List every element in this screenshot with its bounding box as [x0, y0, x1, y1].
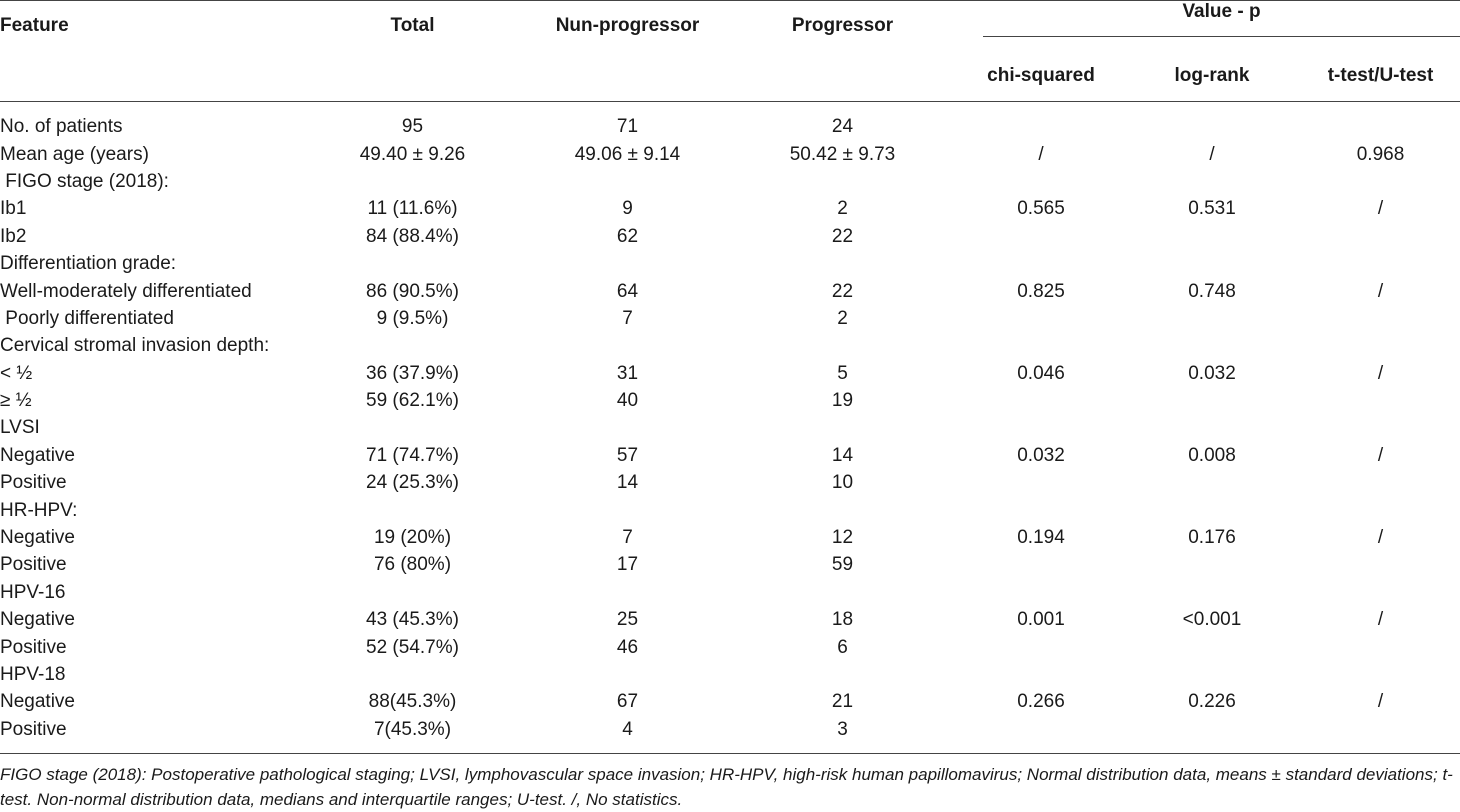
cell-non-progressor [515, 496, 740, 523]
cell-progressor: 22 [831, 280, 854, 302]
cell-chi-squared [945, 414, 1123, 441]
cell-non-progressor: 4 [515, 716, 740, 754]
header-log-rank: log-rank [1123, 51, 1301, 102]
cell-non-progressor: 57 [616, 444, 639, 466]
cell-feature: Positive [0, 472, 67, 494]
cell-ttest [1301, 633, 1460, 660]
cell-progressor: 22 [831, 225, 854, 247]
cell-feature: Positive [0, 716, 310, 754]
table-row [0, 360, 1460, 387]
cell-non-progressor: 71 [616, 116, 639, 138]
cell-chi-squared [945, 250, 1123, 277]
cell-chi-squared: 0.032 [1017, 444, 1065, 466]
table-row [0, 332, 1460, 359]
cell-total [310, 661, 515, 688]
cell-feature: Positive [0, 554, 67, 576]
header-value-p-label: Value - p [1182, 1, 1261, 22]
cell-feature: Well-moderately differentiated [0, 280, 252, 302]
cell-chi-squared [945, 716, 1123, 754]
cell-non-progressor [515, 579, 740, 606]
cell-total: 95 [401, 116, 424, 138]
cell-progressor: 59 [831, 554, 854, 576]
cell-log-rank [1123, 223, 1301, 250]
cell-chi-squared [945, 102, 1123, 141]
cell-total [310, 579, 515, 606]
cell-feature: Positive [0, 636, 67, 658]
cell-feature: Ib1 [0, 198, 27, 220]
header-ttest: t-test/U-test [1301, 51, 1460, 102]
cell-ttest: / [1377, 609, 1384, 631]
cell-progressor [740, 168, 945, 195]
cell-ttest: / [1377, 691, 1384, 713]
cell-non-progressor: 17 [616, 554, 639, 576]
cell-ttest [1301, 305, 1460, 332]
cell-progressor [740, 332, 945, 359]
cell-feature: HPV-16 [0, 581, 66, 603]
table-row [0, 579, 1460, 606]
table-row [0, 496, 1460, 523]
cell-feature: Poorly differentiated [0, 307, 174, 329]
cell-chi-squared [945, 551, 1123, 578]
header-feature: Feature [0, 1, 310, 102]
cell-non-progressor: 62 [616, 225, 639, 247]
cell-progressor [740, 661, 945, 688]
header-row-1 [0, 1, 1460, 51]
cell-total: 52 (54.7%) [366, 636, 459, 658]
table-row [0, 606, 1460, 633]
cell-chi-squared: 0.194 [1017, 527, 1065, 549]
cell-ttest [1301, 168, 1460, 195]
cell-non-progressor: 7 [622, 527, 633, 549]
cell-chi-squared: 0.266 [1017, 691, 1065, 713]
cell-non-progressor: 7 [622, 307, 633, 329]
cell-non-progressor: 64 [616, 280, 639, 302]
table-row [0, 469, 1460, 496]
cell-non-progressor: 9 [622, 198, 633, 220]
table-row [0, 102, 1460, 141]
cell-log-rank [1123, 633, 1301, 660]
cell-ttest: / [1377, 527, 1384, 549]
cell-chi-squared [945, 633, 1123, 660]
table-row [0, 442, 1460, 469]
cell-total [310, 414, 515, 441]
table-row [0, 551, 1460, 578]
cell-chi-squared: 0.046 [1017, 362, 1065, 384]
cell-non-progressor [515, 661, 740, 688]
cell-log-rank [1123, 332, 1301, 359]
cell-total: 71 (74.7%) [366, 444, 459, 466]
cell-log-rank [1123, 469, 1301, 496]
cell-feature: Ib2 [0, 225, 27, 247]
cell-progressor [740, 496, 945, 523]
cell-log-rank [1123, 102, 1301, 141]
cell-chi-squared [945, 661, 1123, 688]
table-row [0, 250, 1460, 277]
cell-log-rank: 0.531 [1188, 198, 1236, 220]
cell-chi-squared [945, 305, 1123, 332]
cell-total: 9 (9.5%) [376, 307, 449, 329]
table-row [0, 195, 1460, 222]
cell-ttest [1301, 223, 1460, 250]
cell-non-progressor: 40 [616, 390, 639, 412]
cell-total: 43 (45.3%) [366, 609, 459, 631]
cell-total: 84 (88.4%) [366, 225, 459, 247]
table-row [0, 524, 1460, 551]
table-row [0, 716, 1460, 754]
cell-ttest [1301, 414, 1460, 441]
cell-ttest [1301, 551, 1460, 578]
cell-progressor: 5 [837, 362, 848, 384]
cell-chi-squared: 0.825 [1017, 280, 1065, 302]
cell-total: 19 (20%) [373, 527, 452, 549]
cell-feature: < ½ [0, 362, 33, 384]
cell-log-rank: <0.001 [1182, 609, 1242, 631]
cell-chi-squared [945, 332, 1123, 359]
cell-progressor: 14 [831, 444, 854, 466]
cell-total [310, 250, 515, 277]
cell-ttest [1301, 469, 1460, 496]
cell-feature: Negative [0, 609, 75, 631]
cell-non-progressor [515, 414, 740, 441]
cell-log-rank: / [1209, 143, 1215, 165]
cell-ttest [1301, 661, 1460, 688]
cell-feature: Differentiation grade: [0, 253, 177, 275]
cell-feature: ≥ ½ [0, 390, 32, 412]
cell-total: 24 (25.3%) [366, 472, 459, 494]
cell-total: 86 (90.5%) [366, 280, 459, 302]
cell-log-rank [1123, 168, 1301, 195]
cell-ttest: 0.968 [1356, 143, 1405, 165]
cell-progressor: 19 [831, 390, 854, 412]
header-chi-squared: chi-squared [945, 51, 1123, 102]
cell-ttest: / [1377, 198, 1384, 220]
cell-feature: No. of patients [0, 116, 123, 138]
cell-progressor: 12 [831, 527, 854, 549]
cell-feature: Cervical stromal invasion depth: [0, 335, 270, 357]
table-header [0, 1, 1460, 102]
cell-log-rank [1123, 305, 1301, 332]
cell-progressor: 2 [837, 198, 848, 220]
cell-chi-squared: / [1038, 143, 1044, 165]
cell-log-rank [1123, 661, 1301, 688]
cell-ttest: / [1377, 444, 1384, 466]
table-row [0, 387, 1460, 414]
cell-total [310, 332, 515, 359]
cell-ttest [1301, 579, 1460, 606]
cell-total: 49.40 ± 9.26 [359, 143, 466, 165]
cell-ttest [1301, 332, 1460, 359]
cell-total: 11 (11.6%) [367, 198, 458, 220]
cell-progressor: 3 [740, 716, 945, 754]
cell-total: 7(45.3%) [310, 716, 515, 754]
cell-feature: HR-HPV: [0, 499, 78, 521]
table-row [0, 414, 1460, 441]
cell-log-rank [1123, 414, 1301, 441]
cell-log-rank: 0.008 [1188, 444, 1236, 466]
cell-log-rank [1123, 387, 1301, 414]
cell-chi-squared [945, 387, 1123, 414]
value-p-group [983, 1, 1460, 37]
cell-log-rank [1123, 551, 1301, 578]
cell-chi-squared [945, 223, 1123, 250]
header-total: Total [310, 1, 515, 102]
cell-non-progressor: 46 [616, 636, 639, 658]
cell-progressor: 24 [831, 116, 854, 138]
cell-total: 88(45.3%) [368, 691, 457, 713]
header-progressor: Progressor [740, 1, 945, 102]
cell-progressor [740, 579, 945, 606]
cell-ttest [1301, 716, 1460, 754]
cell-log-rank: 0.748 [1188, 280, 1236, 302]
table-row [0, 688, 1460, 715]
table-row [0, 223, 1460, 250]
table-row [0, 168, 1460, 195]
cell-progressor: 18 [831, 609, 854, 631]
cell-feature: HPV-18 [0, 664, 66, 685]
cell-chi-squared: 0.001 [1017, 609, 1065, 631]
cell-chi-squared [945, 469, 1123, 496]
table-row [0, 305, 1460, 332]
cell-progressor: 2 [837, 307, 848, 329]
cell-feature: Negative [0, 444, 75, 466]
cell-chi-squared [945, 168, 1123, 195]
cell-non-progressor: 25 [616, 609, 639, 631]
cell-non-progressor: 31 [616, 362, 639, 384]
header-non-progressor: Nun-progressor [515, 1, 740, 102]
cell-progressor: 21 [831, 691, 854, 713]
cell-progressor [740, 414, 945, 441]
cell-log-rank [1123, 716, 1301, 754]
cell-ttest [1301, 250, 1460, 277]
cell-total: 59 (62.1%) [366, 390, 459, 412]
cell-total: 76 (80%) [373, 554, 452, 576]
cell-total [310, 496, 515, 523]
cell-log-rank [1123, 496, 1301, 523]
cell-chi-squared [945, 496, 1123, 523]
cell-ttest: / [1377, 280, 1384, 302]
table-row [0, 140, 1460, 167]
table-body [0, 102, 1460, 754]
cell-non-progressor [515, 168, 740, 195]
header-value-p [945, 1, 1460, 51]
cell-non-progressor: 14 [616, 472, 639, 494]
cell-feature: Mean age (years) [0, 143, 149, 165]
cell-log-rank [1123, 250, 1301, 277]
cell-progressor [740, 250, 945, 277]
cell-progressor: 6 [837, 636, 848, 658]
cell-ttest: / [1377, 362, 1384, 384]
cell-chi-squared: 0.565 [1017, 198, 1065, 220]
cell-progressor: 50.42 ± 9.73 [789, 143, 896, 165]
cell-non-progressor: 67 [616, 691, 639, 713]
cell-ttest [1301, 496, 1460, 523]
cell-log-rank: 0.226 [1188, 691, 1236, 713]
cell-chi-squared [945, 579, 1123, 606]
cell-log-rank: 0.176 [1188, 527, 1236, 549]
table-row [0, 633, 1460, 660]
cell-feature: LVSI [0, 417, 40, 439]
cell-feature: Negative [0, 527, 75, 549]
cell-log-rank: 0.032 [1188, 362, 1236, 384]
cell-non-progressor: 49.06 ± 9.14 [574, 143, 681, 165]
cell-feature: Negative [0, 691, 75, 713]
cell-ttest [1301, 102, 1460, 141]
cell-ttest [1301, 387, 1460, 414]
table-row [0, 661, 1460, 688]
cell-total [310, 168, 515, 195]
cell-progressor: 10 [831, 472, 854, 494]
cell-log-rank [1123, 579, 1301, 606]
cell-non-progressor [515, 250, 740, 277]
cell-total: 36 (37.9%) [366, 362, 459, 384]
table-footnote: FIGO stage (2018): Postoperative pathological staging; LVSI, lymphovascular space invasion; HR-HPV, high-risk human papillomavirus; Normal distribution data, means ± standard deviations; t-test. Non-normal distribution data, medians and interquartile ranges; U-test. /, No statistics. [0, 764, 1453, 809]
cell-non-progressor [515, 332, 740, 359]
table-row [0, 277, 1460, 304]
cell-feature: FIGO stage (2018): [0, 170, 169, 192]
